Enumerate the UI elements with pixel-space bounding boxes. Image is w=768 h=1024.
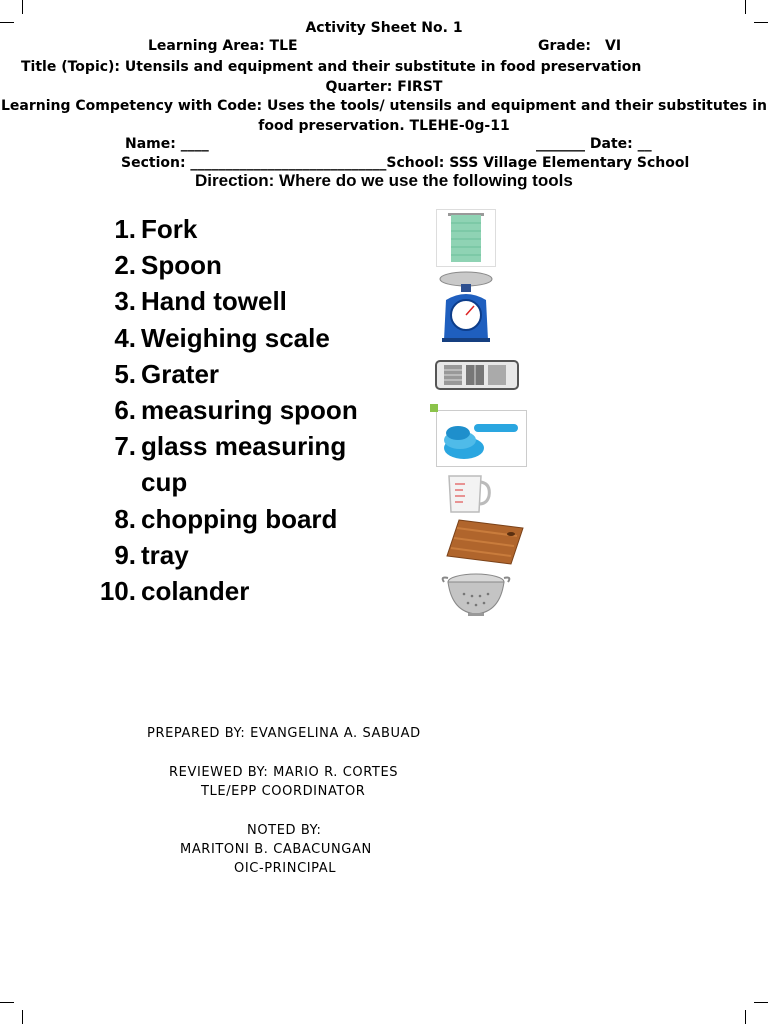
list-item-text: Weighing scale [141, 322, 330, 353]
list-item-number: 3. [114, 286, 136, 317]
grade-label: Grade: [538, 38, 591, 54]
crop-mark [22, 1010, 23, 1024]
reviewer-title: TLE/EPP COORDINATOR [201, 784, 366, 799]
noted-by: NOTED BY: [247, 823, 322, 838]
date-field: _______ Date: __ [536, 136, 652, 152]
list-item-text: tray [141, 539, 189, 570]
list-item-number: 5. [114, 358, 136, 389]
list-item-text: Grater [141, 358, 220, 389]
list-item-number: 9. [114, 539, 136, 570]
reviewed-by: REVIEWED BY: MARIO R. CORTES [169, 765, 399, 780]
crop-mark [745, 1010, 746, 1024]
topic-title: Title (Topic): Utensils and equipment and their substitute in food preservation [21, 59, 642, 75]
colander-icon [440, 568, 512, 620]
quarter: Quarter: FIRST [325, 79, 443, 95]
crop-mark [0, 1002, 14, 1003]
grater-icon [434, 358, 520, 392]
list-item-text: chopping board [141, 503, 338, 534]
list-item-text: colander [141, 576, 250, 606]
direction-text: Direction: Where do we use the following tools [195, 171, 573, 190]
list-item-number: 7. [114, 431, 136, 462]
learning-area: Learning Area: TLE [148, 38, 298, 54]
hand-towel-icon [436, 209, 496, 267]
noted-title: OIC-PRINCIPAL [234, 861, 337, 876]
list-item-number: 2. [114, 250, 136, 281]
list-item-number: 8. [114, 503, 136, 534]
list-item-number: 6. [114, 395, 136, 425]
weighing-scale-icon [438, 270, 494, 344]
list-item-text: measuring spoon [141, 395, 358, 425]
list-item-number: 1. [114, 214, 136, 244]
list-item-number: 10. [99, 576, 136, 606]
competency-line-1: Learning Competency with Code: Uses the tools/ utensils and equipment and their substitutes in [1, 98, 767, 114]
crop-mark [754, 1002, 768, 1003]
crop-mark [745, 0, 746, 14]
sheet-title: Activity Sheet No. 1 [305, 20, 463, 36]
list-item-text: Spoon [141, 250, 222, 281]
list-item-text: glass measuring [141, 431, 347, 462]
crop-mark [22, 0, 23, 14]
grade-value: VI [605, 38, 622, 54]
measuring-cups-icon [430, 404, 528, 468]
list-item-text: Hand towell [141, 286, 287, 317]
section-school-field: Section: ____________________________School: SSS Village Elementary School [121, 155, 690, 171]
competency-line-2: food preservation. TLEHE-0g-11 [258, 118, 510, 134]
list-item-text: cup [141, 467, 188, 498]
name-field: Name: ____ [125, 136, 209, 152]
chopping-board-icon [445, 518, 525, 566]
prepared-by: PREPARED BY: EVANGELINA A. SABUAD [147, 726, 421, 741]
list-item-text: Fork [141, 214, 198, 244]
list-item-number: 4. [114, 322, 136, 353]
noted-name: MARITONI B. CABACUNGAN [180, 842, 372, 857]
glass-measuring-cup-icon [443, 470, 493, 516]
